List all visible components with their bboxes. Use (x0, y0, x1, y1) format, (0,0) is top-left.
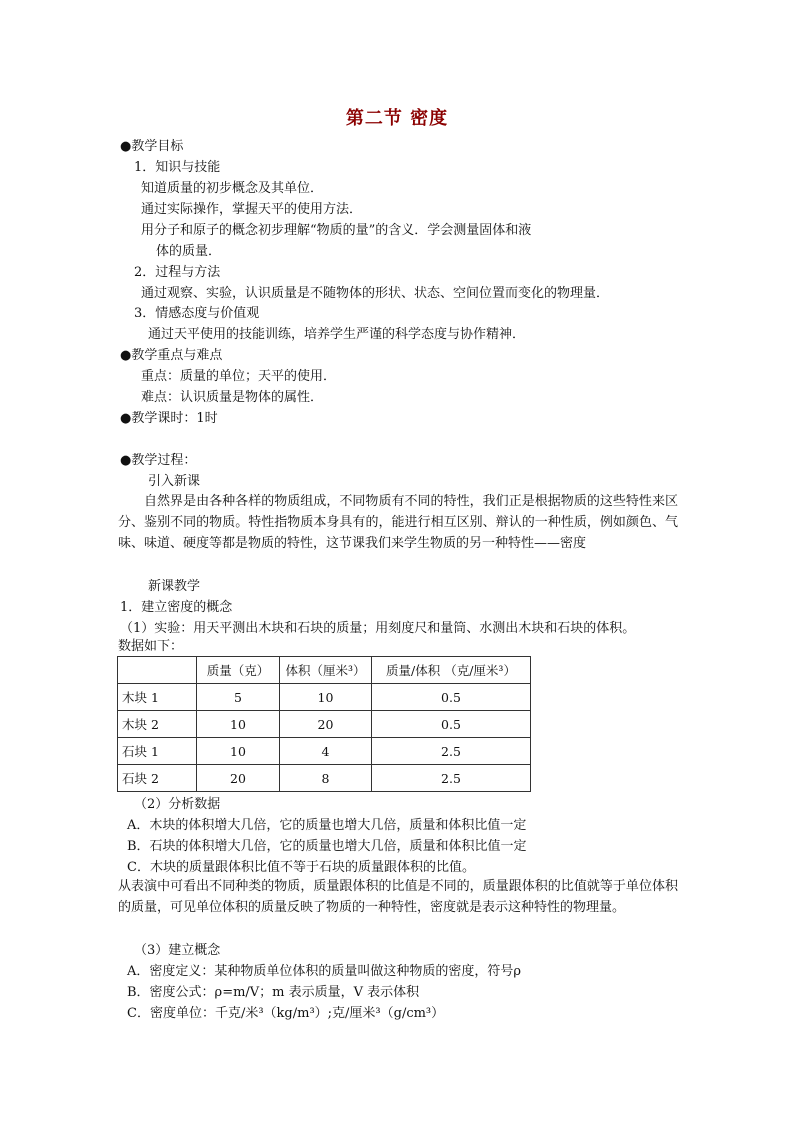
text-line: 知道质量的初步概念及其单位． (141, 181, 324, 196)
text-line: （1）实验：用天平测出木块和石块的质量；用刻度尺和量筒、水测出木块和石块的体积。 (120, 621, 636, 636)
text-line: 通过观察、实验，认识质量是不随物体的形状、状态、空间位置而变化的物理量． (141, 286, 610, 301)
table-cell: 0.5 (372, 684, 531, 711)
data-table (117, 656, 531, 792)
subheading-process: 2．过程与方法 (134, 265, 221, 280)
section-heading-process: ●教学过程： (120, 453, 197, 468)
table-cell: 5 (197, 684, 280, 711)
section-heading-goals: ●教学目标 (120, 139, 184, 154)
table-cell: 20 (197, 765, 280, 792)
subheading-knowledge: 1．知识与技能 (134, 160, 221, 175)
table-cell: 石块 1 (118, 738, 197, 765)
table-cell: 4 (280, 738, 372, 765)
text-line: 难点：认识质量是物体的属性． (141, 390, 324, 405)
table-row (118, 711, 531, 738)
table-cell: 20 (280, 711, 372, 738)
table-cell: 10 (197, 738, 280, 765)
table-cell: 木块 2 (118, 711, 197, 738)
table-cell: 2.5 (372, 765, 531, 792)
text-line: C．木块的质量跟体积比值不等于石块的质量跟体积的比值。 (127, 860, 475, 875)
text-line: 通过实际操作，掌握天平的使用方法． (141, 202, 363, 217)
subheading-intro: 引入新课 (148, 474, 201, 489)
section-heading-hours: ●教学课时：1时 (120, 411, 218, 426)
text-line: 数据如下： (118, 639, 184, 654)
table-cell: 8 (280, 765, 372, 792)
table-cell: 10 (197, 711, 280, 738)
text-line: 通过天平使用的技能训练，培养学生严谨的科学态度与协作精神． (148, 327, 526, 342)
subheading-attitude: 3．情感态度与价值观 (134, 306, 260, 321)
table-header-cell (118, 657, 197, 684)
table-row (118, 684, 531, 711)
table-header-cell: 体积（厘米³） (280, 657, 372, 684)
table-cell: 0.5 (372, 711, 531, 738)
table-header-row (118, 657, 531, 684)
section-heading-key-points: ●教学重点与难点 (120, 348, 223, 363)
text-line: B．石块的体积增大几倍，它的质量也增大几倍，质量和体积比值一定 (127, 839, 527, 854)
subheading-build-concept: （3）建立概念 (134, 943, 221, 958)
subheading-new-lesson: 新课教学 (148, 579, 201, 594)
text-line: 体的质量． (156, 244, 222, 259)
conclusion-paragraph: 从表演中可看出不同种类的物质，质量跟体积的比值是不同的，质量跟体积的比值就等于单位体积的质量，可见单位体积的质量反映了物质的一种特性，密度就是表示这种特性的物理量。 (118, 879, 678, 915)
subheading-density-concept: 1．建立密度的概念 (120, 600, 233, 615)
text-line: B．密度公式：ρ=m/V；m 表示质量，V 表示体积 (127, 985, 420, 1000)
text-line: 用分子和原子的概念初步理解“物质的量”的含义．学会测量固体和液 (141, 223, 532, 238)
text-line: A．密度定义：某种物质单位体积的质量叫做这种物质的密度，符号ρ (127, 964, 522, 979)
table-cell: 石块 2 (118, 765, 197, 792)
text-line: A．木块的体积增大几倍，它的质量也增大几倍，质量和体积比值一定 (127, 818, 527, 833)
table-cell: 木块 1 (118, 684, 197, 711)
text-line: 重点：质量的单位；天平的使用． (141, 369, 337, 384)
text-line: C．密度单位：千克/米³（kg/m³）;克/厘米³（g/cm³） (127, 1006, 445, 1021)
subheading-analysis: （2）分析数据 (134, 797, 221, 812)
table-row (118, 765, 531, 792)
table-cell: 10 (280, 684, 372, 711)
table-cell: 2.5 (372, 738, 531, 765)
table-header-cell: 质量/体积 （克/厘米³） (372, 657, 531, 684)
table-row (118, 738, 531, 765)
intro-paragraph: 自然界是由各种各样的物质组成，不同物质有不同的特性，我们正是根据物质的这些特性来区分、鉴别不同的物质。特性指物质本身具有的，能进行相互区别、辩认的一种性质，例如颜色、气味、味道、硬度等都是物质的特性，这节课我们来学生物质的另一种特性——密度 (118, 494, 678, 551)
page-title: 第二节 密度 (345, 108, 449, 129)
table-header-cell: 质量（克） (197, 657, 280, 684)
